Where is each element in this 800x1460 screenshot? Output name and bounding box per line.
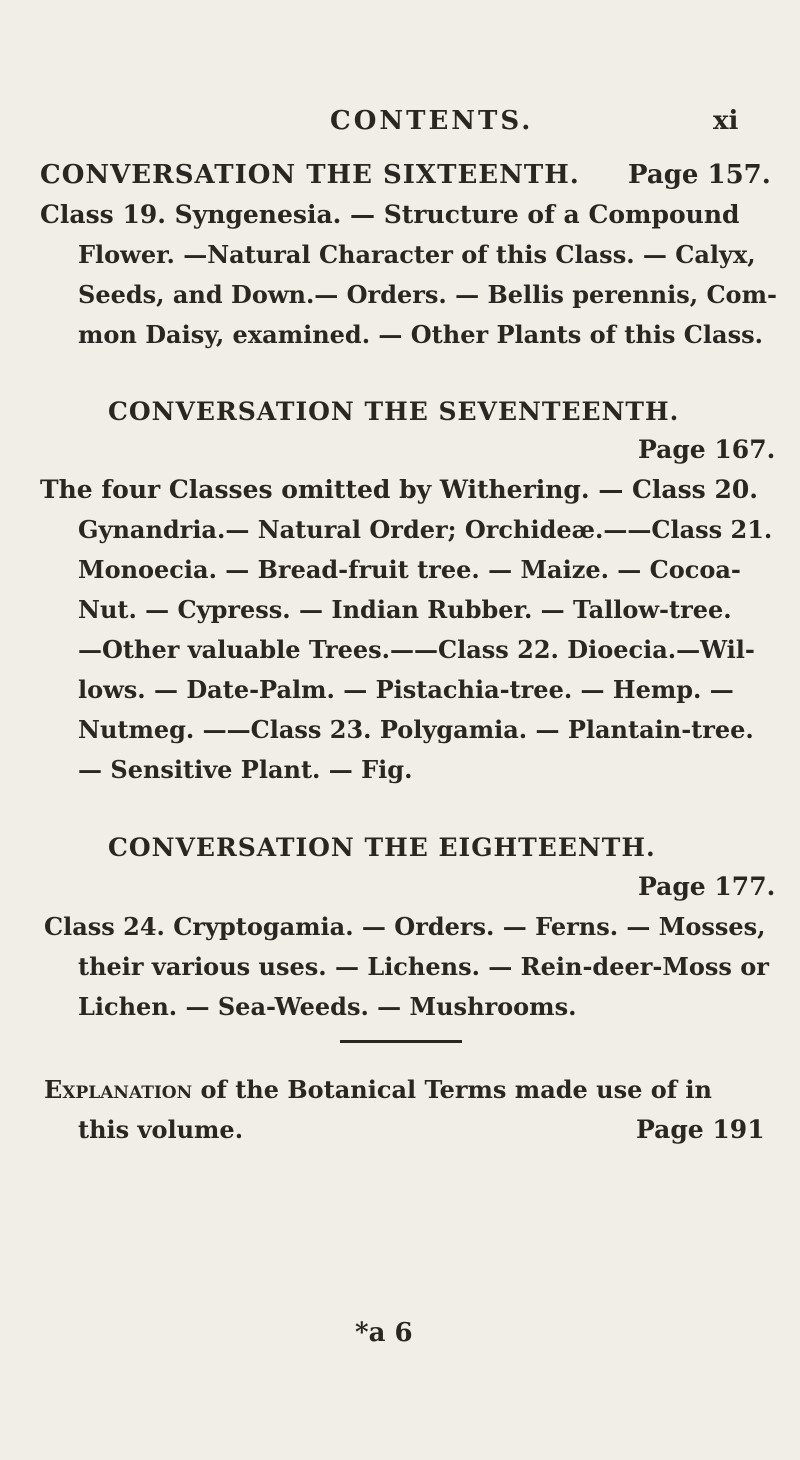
entry-line: — Sensitive Plant. — Fig. [78,755,413,784]
section-title: CONVERSATION THE SIXTEENTH. [40,160,580,190]
signature-mark: *a 6 [355,1318,413,1348]
entry-line: Flower. —Natural Character of this Class. — Calyx, [78,240,756,269]
page-ref: Page 157. [628,160,771,190]
running-head: CONTENTS. [330,106,534,136]
entry-line: Nut. — Cypress. — Indian Rubber. — Tallow-tree. [78,595,732,624]
section-title: CONVERSATION THE SEVENTEENTH. [108,397,680,426]
entry-line: Lichen. — Sea-Weeds. — Mushrooms. [78,992,577,1021]
page-ref: Page 191 [636,1115,765,1144]
explanation-text: of the Botanical Terms made use of in [200,1075,712,1104]
entry-line: mon Daisy, examined. — Other Plants of this Class. [78,320,763,349]
divider-rule [340,1040,462,1043]
page-ref: Page 167. [638,435,776,464]
entry-line: this volume. [78,1115,244,1144]
entry-line: Nutmeg. ——Class 23. Polygamia. — Plantain-tree. [78,715,754,744]
entry-line: —Other valuable Trees.——Class 22. Dioecia.—Wil- [78,635,755,664]
entry-line: Class 19. Syngenesia. — Structure of a Compound [40,200,740,229]
entry-line: Seeds, and Down.— Orders. — Bellis perennis, Com- [78,280,777,309]
page-number: xi [713,106,739,136]
entry-line: Gynandria.— Natural Order; Orchideæ.——Class 21. [78,515,773,544]
entry-line: Monoecia. — Bread-fruit tree. — Maize. — Cocoa- [78,555,741,584]
page-ref: Page 177. [638,872,776,901]
entry-line: their various uses. — Lichens. — Rein-deer-Moss or [78,952,769,981]
entry-line [44,1075,712,1104]
page-header [0,106,800,146]
entry-line: lows. — Date-Palm. — Pistachia-tree. — Hemp. — [78,675,734,704]
section-title: CONVERSATION THE EIGHTEENTH. [108,833,656,862]
entry-line: The four Classes omitted by Withering. — Class 20. [40,475,758,504]
explanation-label: Explanation [44,1075,193,1104]
entry-line: Class 24. Cryptogamia. — Orders. — Ferns. — Mosses, [44,912,766,941]
